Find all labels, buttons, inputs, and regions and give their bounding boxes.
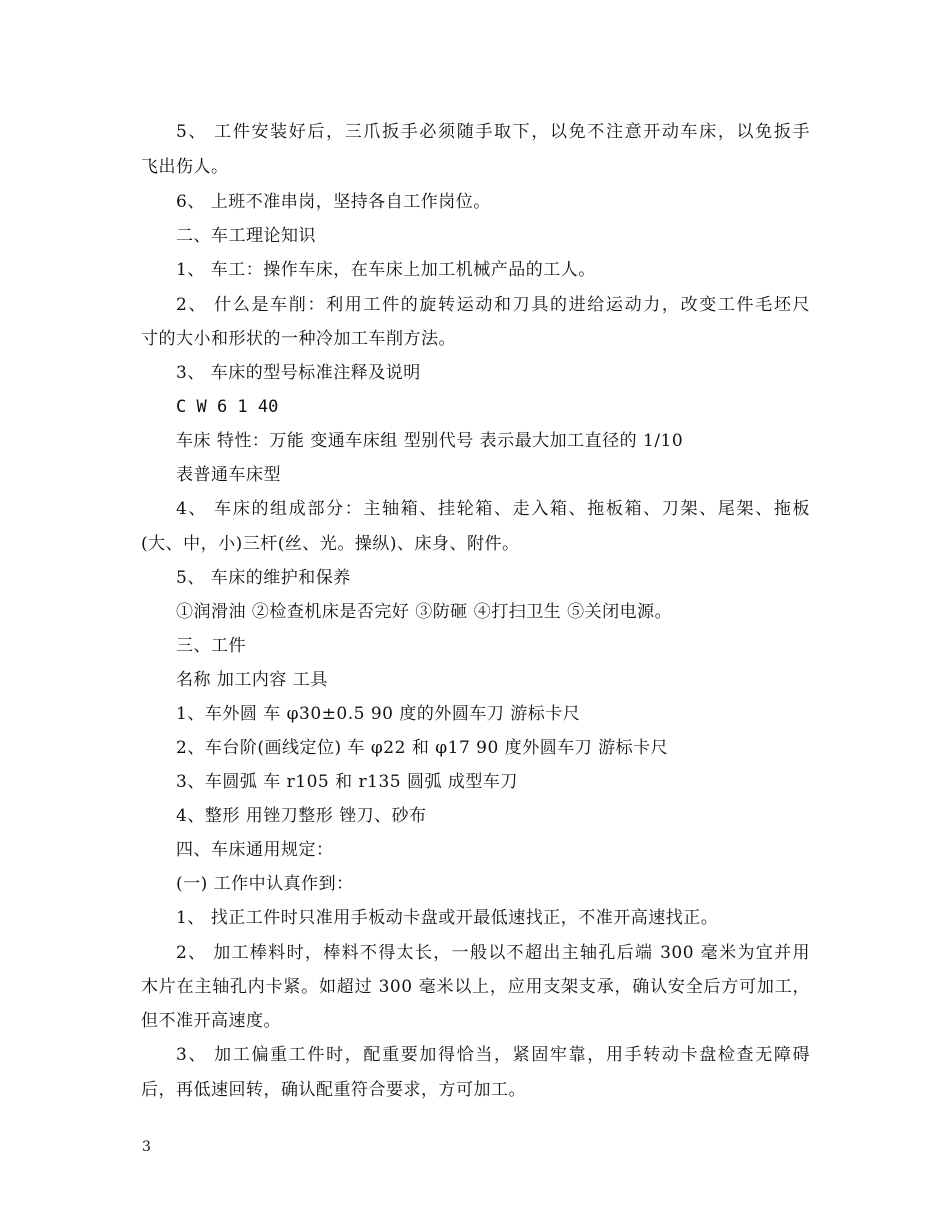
text-line-5: 1、 车工：操作车床，在车床上加工机械产品的工人。 [176,260,596,280]
text-line-11: 表普通车床型 [176,465,281,485]
text-line-7: 寸的大小和形状的一种冷加工车削方法。 [141,329,456,349]
workpiece-row-1: 1、车外圆 车 φ30±0.5 90 度的外圆车刀 游标卡尺 [176,704,581,724]
model-explanation-line: 车床 特性：万能 变通车床组 型别代号 表示最大加工直径的 1/10 [176,431,684,451]
text-line-8: 3、 车床的型号标准注释及说明 [176,363,421,383]
text-line-26: 木片在主轴孔内卡紧。如超过 300 毫米以上，应用支架支承，确认安全后方可加工， [141,977,810,997]
text-line-29: 后，再低速回转，确认配重符合要求，方可加工。 [141,1080,526,1100]
model-code-line: C W 6 1 40 [176,397,279,417]
text-line-27: 但不准开高速度。 [141,1011,281,1031]
section-heading-2: 二、车工理论知识 [176,226,316,246]
page-number: 3 [142,1139,151,1155]
text-line-1: 5、 工件安装好后，三爪扳手必须随手取下，以免不注意开动车床，以免扳手 [176,122,810,142]
text-line-14: 5、 车床的维护和保养 [176,568,351,588]
maintenance-items-line: ①润滑油 ②检查机床是否完好 ③防砸 ④打扫卫生 ⑤关闭电源。 [176,602,673,622]
text-line-6: 2、 什么是车削：利用工件的旋转运动和刀具的进给运动力，改变工件毛坯尺 [176,295,810,315]
workpiece-row-4: 4、整形 用锉刀整形 锉刀、砂布 [176,806,427,826]
subsection-heading: (一) 工作中认真作到： [176,874,354,894]
workpiece-header-line: 名称 加工内容 工具 [176,670,328,690]
text-line-3: 6、 上班不准串岗，坚持各自工作岗位。 [176,192,491,212]
text-line-24: 1、 找正工件时只准用手板动卡盘或开最低速找正，不准开高速找正。 [176,908,719,928]
workpiece-row-2: 2、车台阶(画线定位) 车 φ22 和 φ17 90 度外圆车刀 游标卡尺 [176,738,669,758]
section-heading-4: 四、车床通用规定： [176,840,334,860]
text-line-13: (大、中，小)三杆(丝、光。操纵)、床身、附件。 [141,534,520,554]
text-line-28: 3、 加工偏重工件时，配重要加得恰当，紧固牢靠，用手转动卡盘检查无障碍 [176,1045,810,1065]
section-heading-3: 三、工件 [176,636,246,656]
workpiece-row-3: 3、车圆弧 车 r105 和 r135 圆弧 成型车刀 [176,772,518,792]
text-line-2: 飞出伤人。 [141,157,229,177]
text-line-25: 2、 加工棒料时，棒料不得太长，一般以不超出主轴孔后端 300 毫米为宜并用 [176,943,810,963]
text-line-12: 4、 车床的组成部分：主轴箱、挂轮箱、走入箱、拖板箱、刀架、尾架、拖板 [176,499,810,519]
